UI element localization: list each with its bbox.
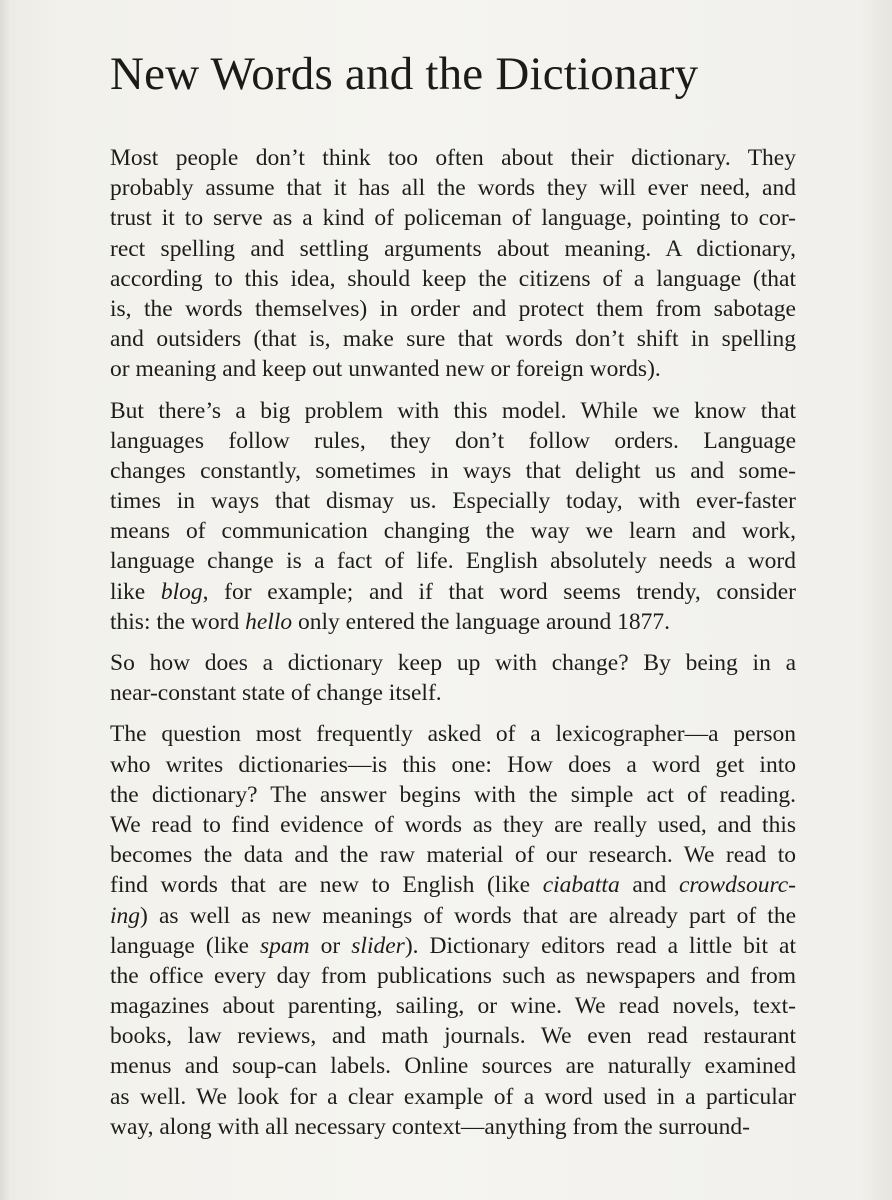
text-run: magazines about parenting, sailing, or wine. We read novels, text- xyxy=(110,993,796,1020)
text-run: Most people don’t think too often about their dictionary. They xyxy=(110,145,796,171)
text-line xyxy=(110,750,796,780)
paragraph xyxy=(110,396,796,638)
text-run: or xyxy=(309,932,352,959)
text-run: books, law reviews, and math journals. We even read restaurant xyxy=(110,1023,796,1050)
text-line xyxy=(110,678,796,708)
italic-term: ing xyxy=(110,902,141,929)
text-line xyxy=(110,486,796,516)
text-line xyxy=(110,294,796,324)
text-line xyxy=(110,546,796,576)
text-run: probably assume that it has all the words they will ever need, and xyxy=(110,175,796,202)
text-line xyxy=(110,456,796,486)
text-line xyxy=(110,810,796,840)
text-line xyxy=(110,991,796,1021)
body-text xyxy=(110,143,796,1153)
text-run: The question most frequently asked of a lexicographer—a person xyxy=(110,721,796,748)
text-run: and xyxy=(619,872,679,899)
text-line xyxy=(110,264,796,294)
italic-term: slider xyxy=(351,932,405,959)
text-run: or meaning and keep out unwanted new or foreign words). xyxy=(110,356,661,383)
text-line xyxy=(110,234,796,264)
text-run: language change is a fact of life. English absolutely needs a word xyxy=(110,548,796,575)
text-run: language (like xyxy=(110,932,260,959)
text-line xyxy=(110,354,796,384)
text-run: and outsiders (that is, make sure that words don’t shift in spelling xyxy=(110,326,796,353)
text-line xyxy=(110,516,796,546)
text-run: as well. We look for a clear example of a word used in a particular xyxy=(110,1083,796,1110)
text-line xyxy=(110,870,796,900)
text-line xyxy=(110,173,796,203)
text-line xyxy=(110,203,796,233)
text-run: way, along with all necessary context—anything from the surround- xyxy=(110,1113,750,1140)
text-line xyxy=(110,1082,796,1112)
text-run: We read to find evidence of words as they are really used, and this xyxy=(110,811,796,838)
text-line xyxy=(110,607,796,637)
italic-term: spam xyxy=(259,932,310,959)
text-line xyxy=(110,1051,796,1081)
text-run: But there’s a big problem with this model. While we know that xyxy=(110,397,796,424)
text-line xyxy=(110,396,796,426)
paragraph xyxy=(110,143,796,385)
text-run: becomes the data and the raw material of our research. We read to xyxy=(110,842,796,869)
text-line xyxy=(110,426,796,456)
text-run: changes constantly, sometimes in ways that delight us and some- xyxy=(110,457,796,484)
text-line xyxy=(110,648,796,678)
paragraph xyxy=(110,648,796,708)
text-run: find words that are new to English (like xyxy=(110,872,543,899)
text-run: ) as well as new meanings of words that are already part of the xyxy=(140,902,796,929)
text-line xyxy=(110,780,796,810)
text-line xyxy=(110,143,796,173)
italic-term: crowdsourc- xyxy=(678,872,796,899)
text-line xyxy=(110,961,796,991)
text-line xyxy=(110,577,796,607)
text-run: only entered the language around 1877. xyxy=(292,608,670,635)
text-run: rect spelling and settling arguments about meaning. A dictionary, xyxy=(110,235,796,262)
paragraph xyxy=(110,719,796,1142)
text-line xyxy=(110,901,796,931)
text-line xyxy=(110,931,796,961)
text-run: ). Dictionary editors read a little bit at xyxy=(404,932,796,959)
text-run: according to this idea, should keep the citizens of a language (that xyxy=(110,265,796,292)
text-run: the office every day from publications such as newspapers and from xyxy=(110,962,796,989)
text-run: means of communication changing the way we learn and work, xyxy=(110,518,796,545)
text-line xyxy=(110,1112,796,1142)
text-run: , for example; and if that word seems trendy, consider xyxy=(202,578,796,605)
text-line xyxy=(110,840,796,870)
text-run: So how does a dictionary keep up with change? By being in a xyxy=(110,650,796,676)
text-run: trust it to serve as a kind of policeman of language, pointing to cor- xyxy=(110,205,796,232)
text-run: like xyxy=(110,578,161,605)
text-run: who writes dictionaries—is this one: How does a word get into xyxy=(110,751,796,778)
italic-term: blog xyxy=(160,578,203,605)
text-run: is, the words themselves) in order and protect them from sabotage xyxy=(110,295,796,322)
text-run: near-constant state of change itself. xyxy=(110,680,442,707)
text-run: the dictionary? The answer begins with the simple act of reading. xyxy=(110,781,796,808)
text-line xyxy=(110,719,796,749)
text-line xyxy=(110,324,796,354)
italic-term: hello xyxy=(245,608,293,635)
text-run: languages follow rules, they don’t follow orders. Language xyxy=(110,427,796,454)
italic-term: ciabatta xyxy=(542,872,620,899)
text-run: this: the word xyxy=(110,608,246,635)
text-run: menus and soup-can labels. Online sources are naturally examined xyxy=(110,1053,796,1080)
text-run: times in ways that dismay us. Especially today, with ever-faster xyxy=(110,488,796,515)
page-title: New Words and the Dictionary xyxy=(110,48,699,100)
text-line xyxy=(110,1021,796,1051)
